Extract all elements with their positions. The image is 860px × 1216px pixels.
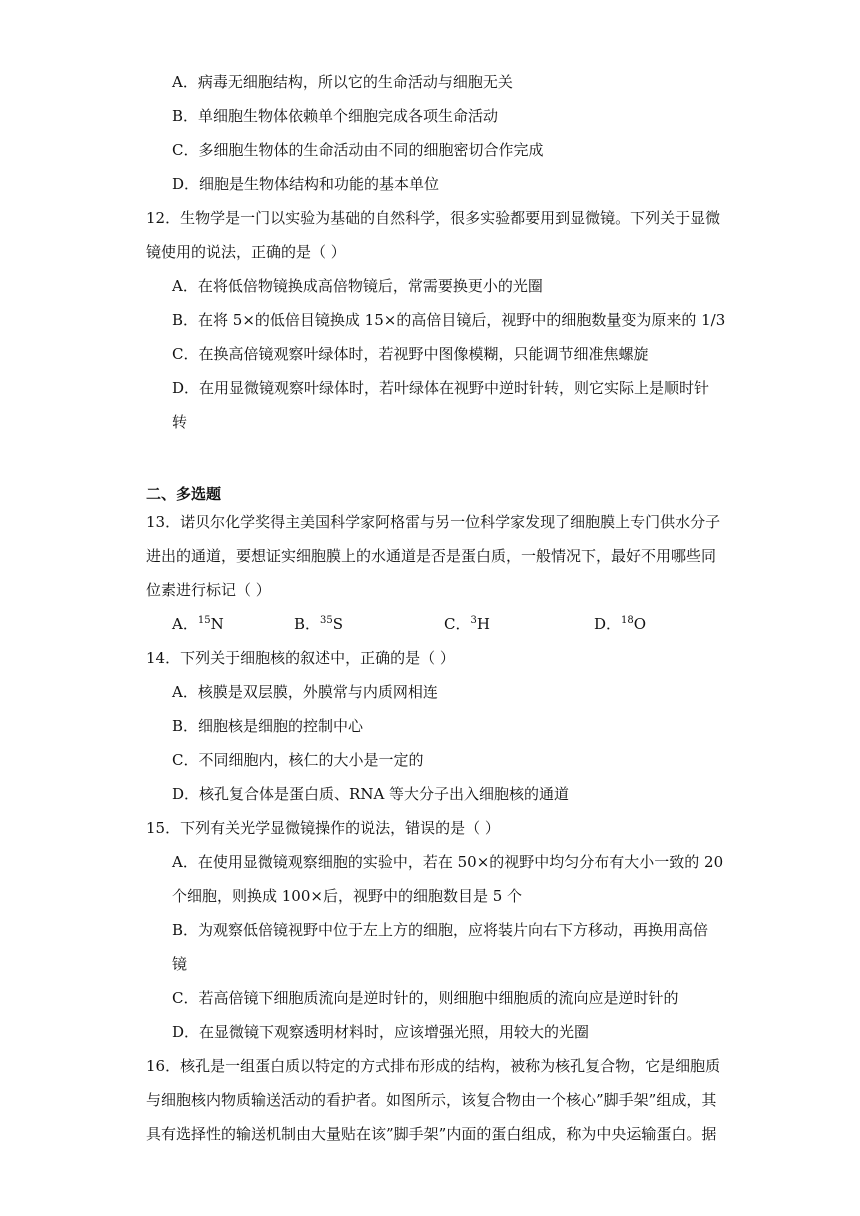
- q16-stem-line-1: 16．核孔是一组蛋白质以特定的方式排布形成的结构，被称为核孔复合物，它是细胞质: [146, 1057, 721, 1075]
- q13-stem-line-3: 位素进行标记（ ）: [146, 581, 271, 599]
- q13-option-a-prefix: A．: [172, 615, 198, 633]
- q14-option-a: A．核膜是双层膜，外膜常与内质网相连: [172, 683, 438, 701]
- q12-option-c: C．在换高倍镜观察叶绿体时，若视野中图像模糊，只能调节细准焦螺旋: [172, 345, 649, 363]
- q13-option-a: [172, 614, 224, 634]
- q12-stem-line-2: 镜使用的说法，正确的是（ ）: [146, 243, 346, 261]
- q13-option-b: [294, 614, 343, 634]
- q13-option-c-prefix: C．: [444, 615, 471, 633]
- q15-option-b-line-2: 镜: [172, 955, 188, 973]
- q14-option-d: D．核孔复合体是蛋白质、RNA 等大分子出入细胞核的通道: [172, 785, 570, 803]
- q12-option-b: B．在将 5×的低倍目镜换成 15×的高倍目镜后，视野中的细胞数量变为原来的 1/3: [172, 311, 726, 329]
- q13-option-a-mass: 15: [197, 615, 211, 626]
- q13-stem-line-2: 进出的通道，要想证实细胞膜上的水通道是否是蛋白质，一般情况下，最好不用哪些同: [146, 547, 717, 565]
- q13-option-c-element: H: [476, 615, 490, 633]
- q13-option-d-prefix: D．: [594, 615, 622, 633]
- q14-option-c: C．不同细胞内，核仁的大小是一定的: [172, 751, 424, 769]
- q13-option-b-prefix: B．: [294, 615, 321, 633]
- q11-option-c: C．多细胞生物体的生命活动由不同的细胞密切合作完成: [172, 141, 544, 159]
- q12-option-d-line-1: D．在用显微镜观察叶绿体时，若叶绿体在视野中逆时针转，则它实际上是顺时针: [172, 379, 710, 397]
- q12-stem-line-1: 12．生物学是一门以实验为基础的自然科学，很多实验都要用到显微镜。下列关于显微: [146, 209, 721, 227]
- q13-option-b-mass: 35: [320, 615, 333, 626]
- q14-option-b: B．细胞核是细胞的控制中心: [172, 717, 364, 735]
- q11-option-a: A．病毒无细胞结构，所以它的生命活动与细胞无关: [172, 73, 513, 91]
- q15-option-d: D．在显微镜下观察透明材料时，应该增强光照，用较大的光圈: [172, 1023, 590, 1041]
- q13-option-c-mass: 3: [470, 615, 477, 626]
- q15-option-c: C．若高倍镜下细胞质流向是逆时针的，则细胞中细胞质的流向应是逆时针的: [172, 989, 679, 1007]
- q14-stem: 14．下列关于细胞核的叙述中，正确的是（ ）: [146, 649, 455, 667]
- q13-option-d: [594, 614, 646, 634]
- q13-option-b-element: S: [332, 615, 344, 633]
- q13-option-d-element: O: [633, 615, 647, 633]
- q11-option-b: B．单细胞生物体依赖单个细胞完成各项生命活动: [172, 107, 499, 125]
- q15-option-b-line-1: B．为观察低倍镜视野中位于左上方的细胞，应将装片向右下方移动，再换用高倍: [172, 921, 709, 939]
- q16-stem-line-3: 具有选择性的输送机制由大量贴在该”脚手架”内面的蛋白组成，称为中央运输蛋白。据: [146, 1125, 717, 1143]
- q11-option-d: D．细胞是生物体结构和功能的基本单位: [172, 175, 440, 193]
- q12-option-a: A．在将低倍物镜换成高倍物镜后，常需要换更小的光圈: [172, 277, 543, 295]
- q13-option-c: [444, 614, 490, 634]
- q15-option-a-line-1: A．在使用显微镜观察细胞的实验中，若在 50×的视野中均匀分布有大小一致的 20: [172, 853, 724, 871]
- q13-stem-line-1: 13．诺贝尔化学奖得主美国科学家阿格雷与另一位科学家发现了细胞膜上专门供水分子: [146, 513, 721, 531]
- q13-option-d-mass: 18: [621, 615, 634, 626]
- q13-option-a-element: N: [210, 615, 224, 633]
- q15-stem: 15．下列有关光学显微镜操作的说法，错误的是（ ）: [146, 819, 500, 837]
- q12-option-d-line-2: 转: [172, 413, 188, 431]
- q15-option-a-line-2: 个细胞，则换成 100×后，视野中的细胞数目是 5 个: [172, 887, 523, 905]
- q16-stem-line-2: 与细胞核内物质输送活动的看护者。如图所示，该复合物由一个核心”脚手架”组成，其: [146, 1091, 717, 1109]
- section-heading: 二、多选题: [146, 485, 222, 503]
